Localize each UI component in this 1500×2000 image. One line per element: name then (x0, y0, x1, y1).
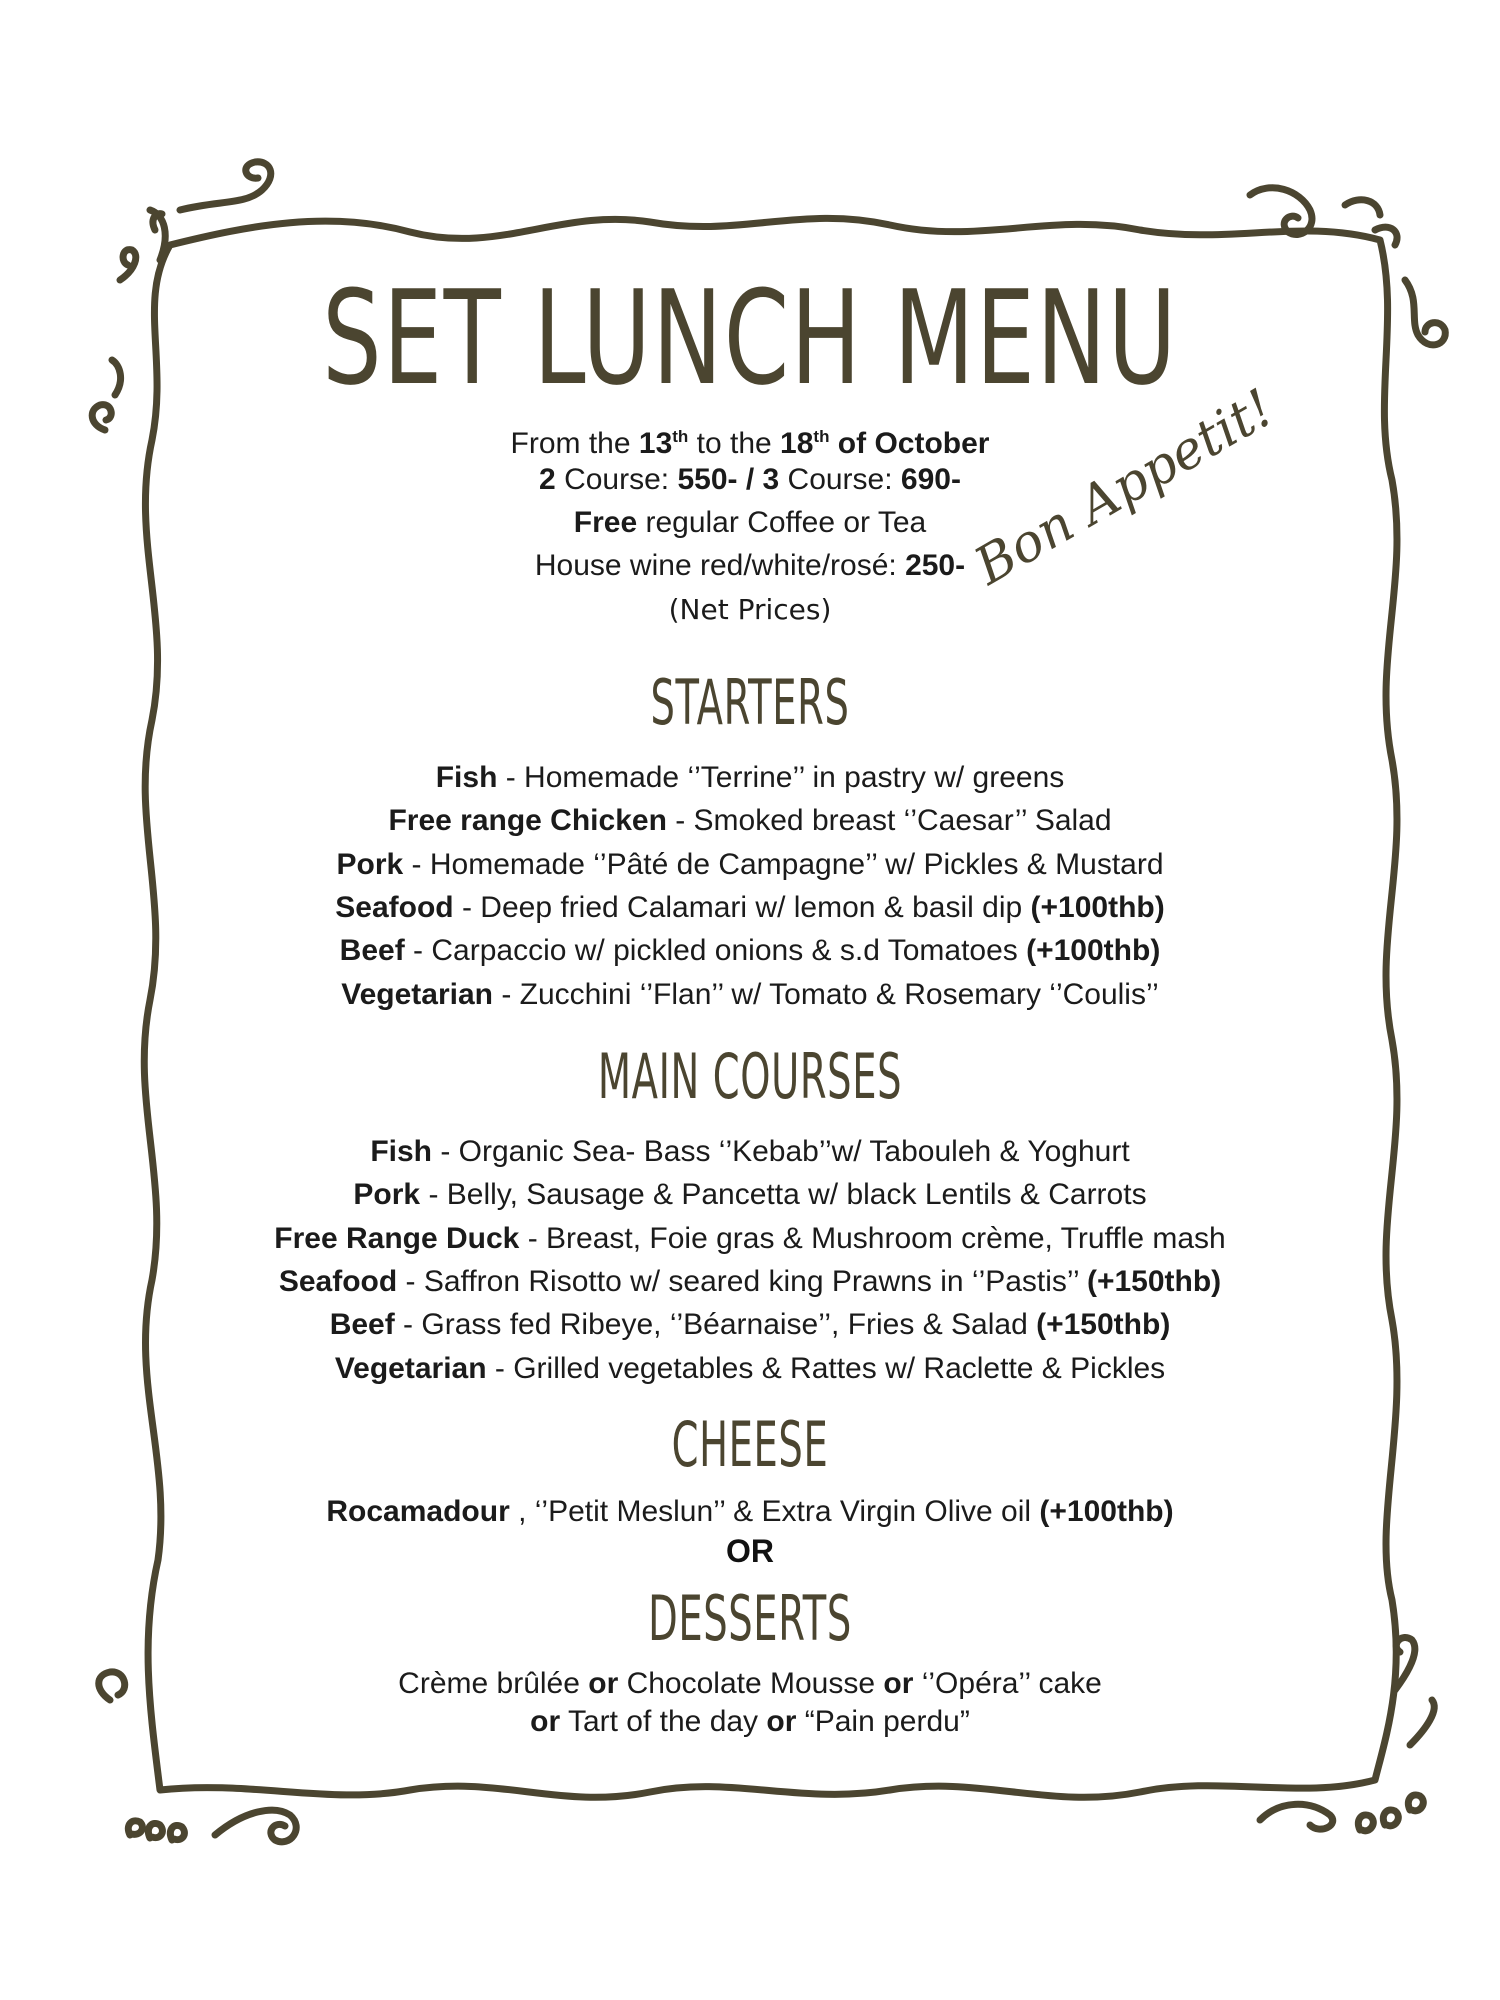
menu-item (0, 1130, 1500, 1173)
menu-wine-price: House wine red/white/rosé: 250- (534, 549, 966, 582)
cheese-item: Rocamadour , ‘’Petit Meslun’’ & Extra Virgin Olive oil (+100thb) (326, 1495, 1174, 1528)
menu-coffee: Free regular Coffee or Tea (573, 506, 927, 539)
desserts-heading: DESSERTS (648, 1582, 852, 1655)
menu-item (0, 799, 1500, 842)
flourish-top-left (180, 162, 271, 210)
flourish-top-right (1250, 188, 1312, 235)
page-title: SET LUNCH MENU (322, 262, 1178, 414)
menu-item (0, 1173, 1500, 1216)
menu-item-name: Pork (336, 847, 404, 881)
menu-item-name: Free range Chicken (388, 804, 667, 838)
menu-item (0, 973, 1500, 1016)
menu-item-name: Beef (329, 1308, 395, 1342)
menu-item (0, 1347, 1500, 1390)
menu-item-name: Beef (339, 934, 405, 968)
menu-item (0, 886, 1500, 929)
net-prices-note: (Net Prices) (668, 593, 832, 626)
menu-item-description: - Grass fed Ribeye, ‘’Béarnaise’’, Fries & Salad (394, 1308, 1037, 1342)
menu-item-supplement: (+100thb) (1026, 934, 1161, 968)
menu-item-description: - Smoked breast ‘’Caesar’’ Salad (666, 804, 1112, 838)
menu-item-description: - Homemade ‘’Terrine’’ in pastry w/ greens (497, 761, 1065, 794)
bon-appetit-script: Bon Appetit! (965, 378, 1285, 597)
menu-item-name: Vegetarian (334, 1351, 487, 1385)
starters-heading: STARTERS (650, 666, 850, 739)
mains-heading: MAIN COURSES (597, 1040, 903, 1113)
menu-item-description: - Carpaccio w/ pickled onions & s.d Tomatoes (404, 934, 1027, 968)
menu-item (0, 1303, 1500, 1346)
menu-item-name: Fish (370, 1135, 432, 1168)
cheese-heading: CHEESE (671, 1408, 829, 1481)
menu-course-prices: 2 Course: 550- / 3 Course: 690- (539, 463, 961, 496)
menu-item-description: - Organic Sea- Bass ‘’Kebab’’w/ Tabouleh & Yoghurt (432, 1135, 1130, 1168)
menu-item-supplement: (+150thb) (1036, 1308, 1171, 1342)
menu-dates: From the 13th to the 18th of October (510, 427, 990, 460)
menu-item-name: Free Range Duck (274, 1221, 520, 1255)
flourish-bottom-right (1260, 1804, 1333, 1829)
menu-item-description: - Grilled vegetables & Rattes w/ Raclette & Pickles (486, 1351, 1166, 1385)
menu-item-description: - Belly, Sausage & Pancetta w/ black Lentils & Carrots (420, 1178, 1147, 1212)
or-separator: OR (726, 1533, 774, 1569)
desserts-line-1: Crème brûlée or Chocolate Mousse or ‘’Opéra’’ cake (398, 1667, 1102, 1700)
menu-item (0, 929, 1500, 972)
menu-item-description: - Saffron Risotto w/ seared king Prawns in ‘’Pastis’’ (397, 1264, 1087, 1298)
menu-item-name: Fish (435, 761, 498, 794)
menu-item (0, 843, 1500, 886)
menu-item-name: Seafood (335, 890, 454, 924)
menu-item-description: - Deep fried Calamari w/ lemon & basil dip (453, 890, 1031, 924)
menu-item-supplement: (+150thb) (1086, 1264, 1222, 1298)
menu-item-description: - Zucchini ‘’Flan’’ w/ Tomato & Rosemary ‘’Coulis’’ (492, 977, 1159, 1011)
menu-item-name: Pork (353, 1178, 421, 1212)
menu-item-name: Seafood (278, 1264, 398, 1298)
menu-item-description: - Breast, Foie gras & Mushroom crème, Truffle mash (519, 1221, 1226, 1255)
menu-item (0, 1260, 1500, 1303)
menu-item (0, 756, 1500, 799)
menu-item-description: - Homemade ‘’Pâté de Campagne’’ w/ Pickles & Mustard (403, 847, 1164, 881)
menu-item-name: Vegetarian (341, 977, 493, 1011)
menu-item (0, 1217, 1500, 1260)
menu-item-supplement: (+100thb) (1030, 890, 1165, 924)
desserts-line-2: or Tart of the day or “Pain perdu” (530, 1705, 970, 1738)
